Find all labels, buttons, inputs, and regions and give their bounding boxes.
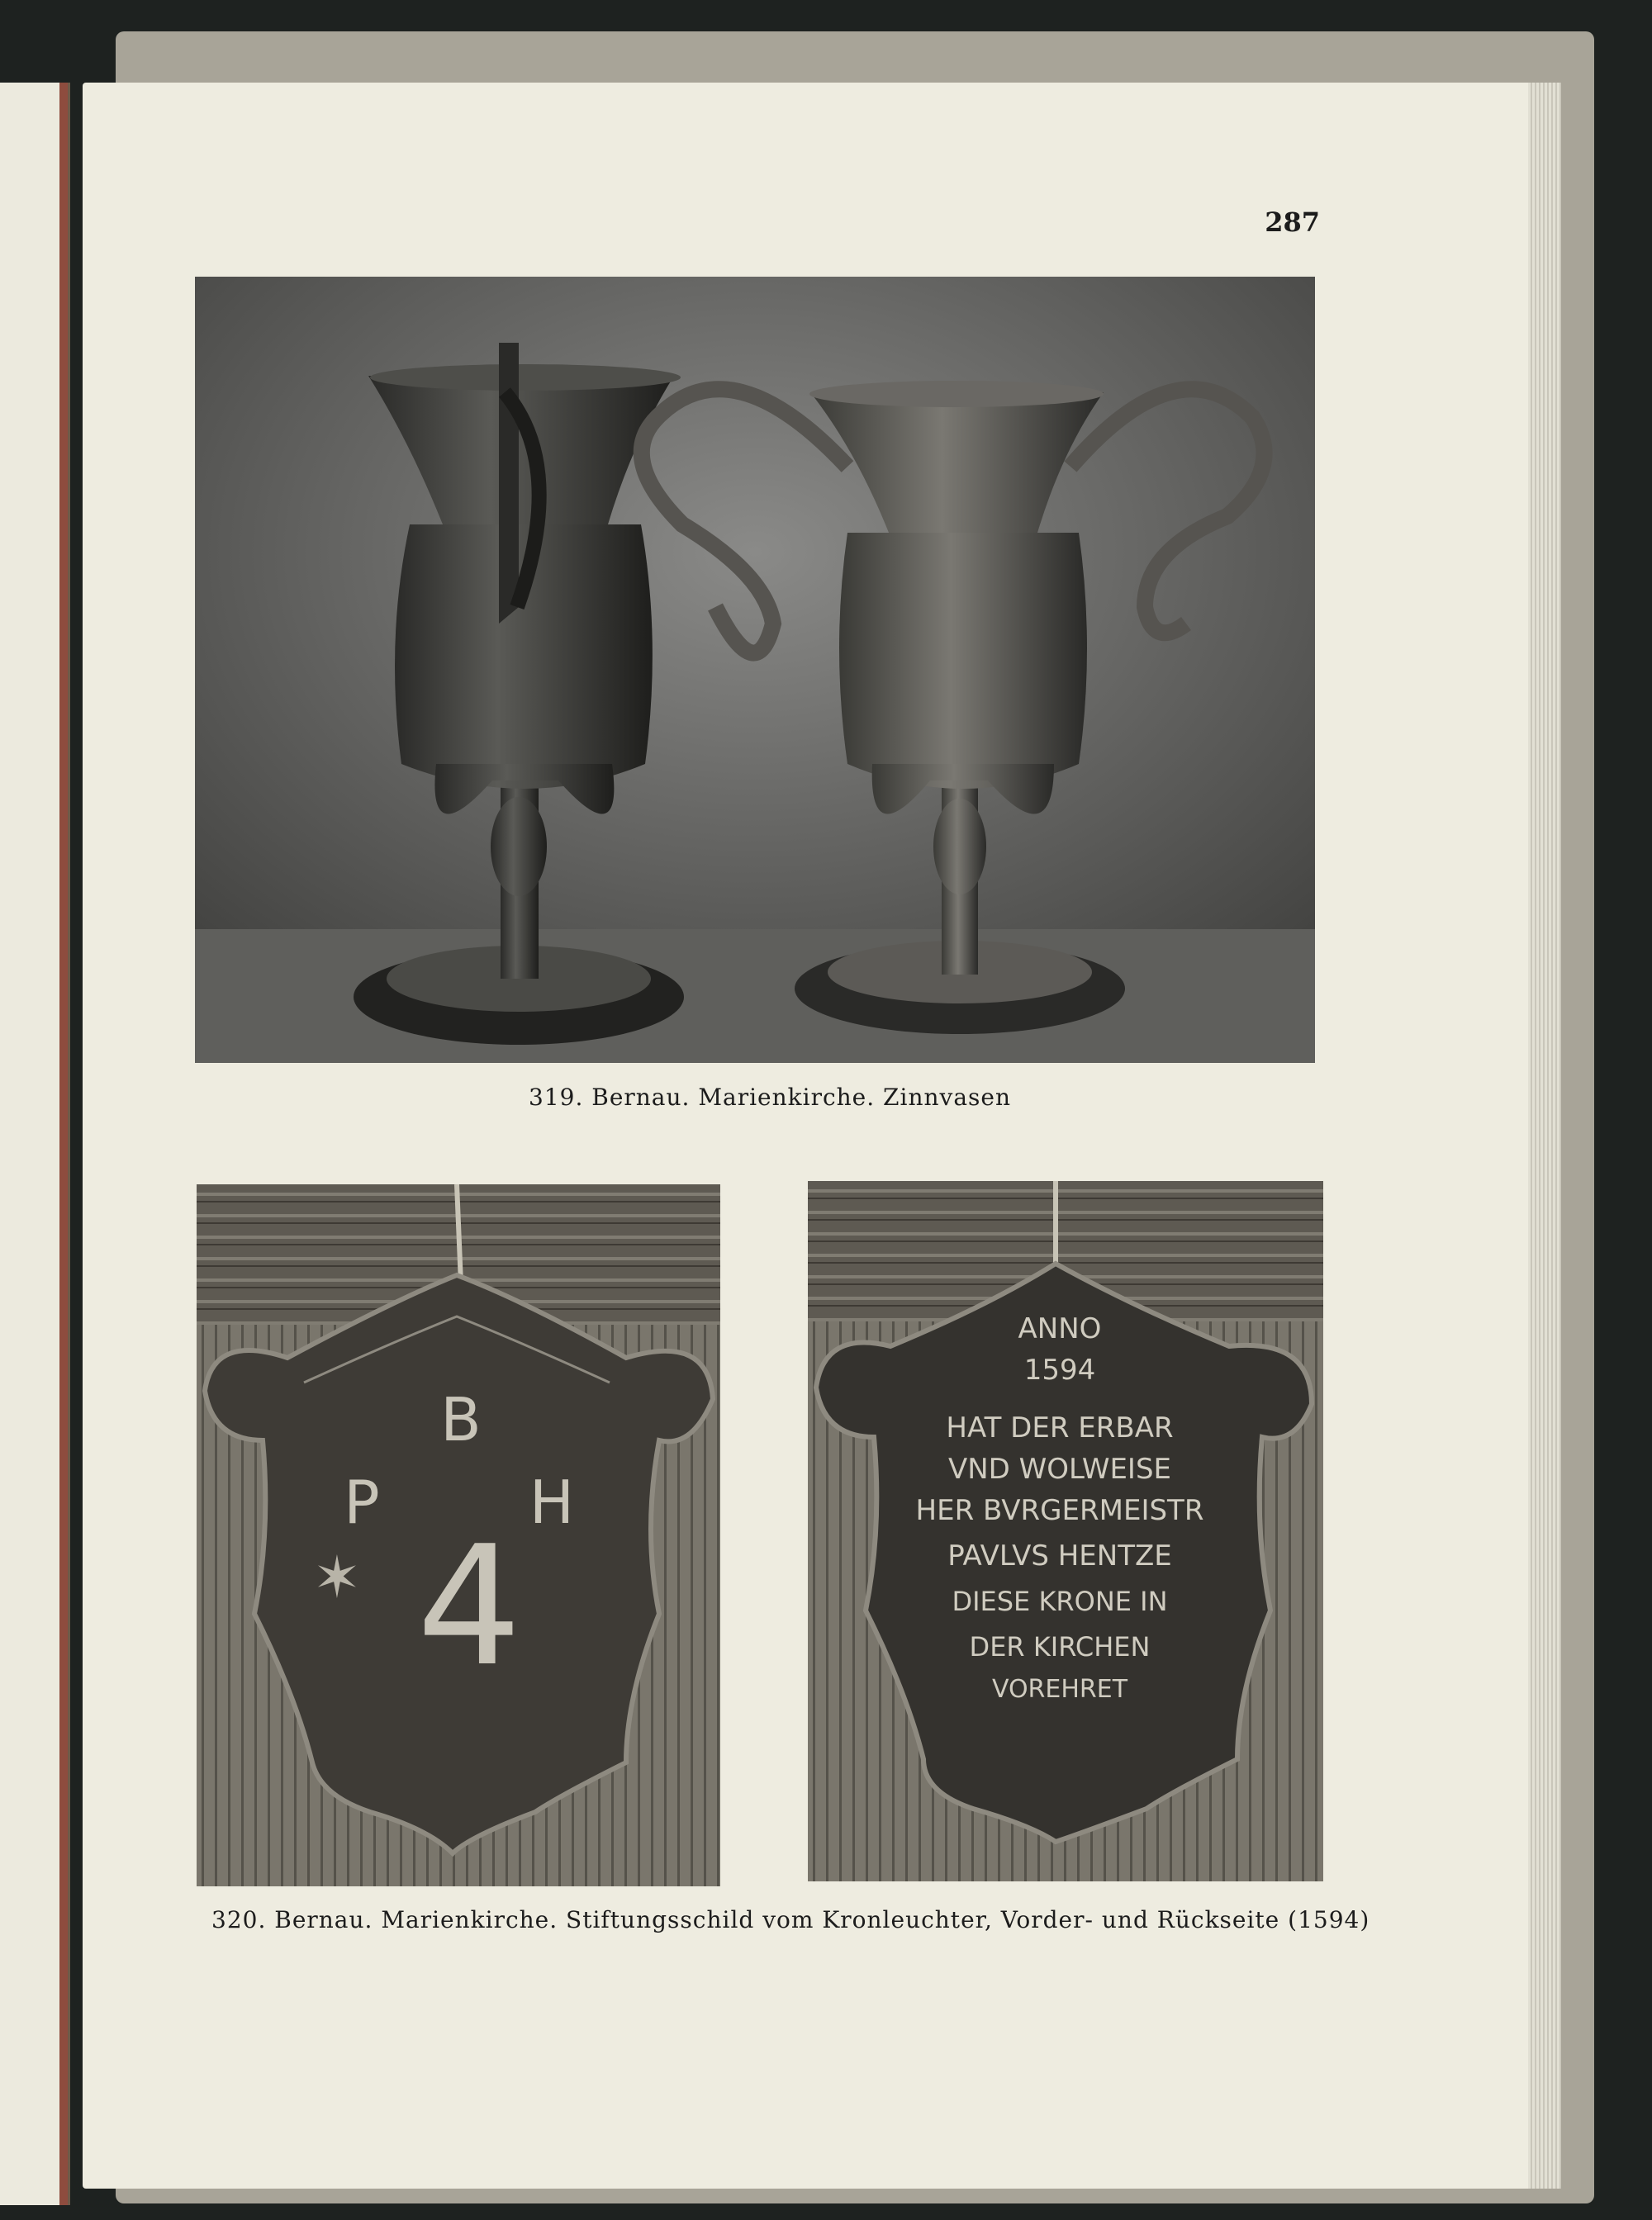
left-page-binding — [59, 83, 68, 2205]
shield-numeral-4: 4 — [416, 1511, 522, 1703]
shield-letter-p: P — [344, 1468, 380, 1537]
photo-shield-front — [197, 1184, 720, 1886]
inscription-line: ANNO — [1018, 1312, 1102, 1345]
shield-letter-b: B — [440, 1385, 482, 1454]
shield-letter-h: H — [529, 1468, 575, 1537]
star-icon: ✶ — [312, 1544, 362, 1611]
inscription-line: VND WOLWEISE — [947, 1453, 1172, 1486]
inscription-line: DER KIRCHEN — [969, 1631, 1151, 1663]
inscription-line: HER BVRGERMEISTR — [915, 1494, 1204, 1527]
photo-shield-back — [808, 1181, 1323, 1881]
inscription-line: 1594 — [1023, 1354, 1096, 1387]
figure-319-caption: 319. Bernau. Marienkirche. Zinnvasen — [529, 1084, 1011, 1111]
figure-320-caption: 320. Bernau. Marienkirche. Stiftungsschild vom Kronleuchter, Vorder- und Rückseite (1594) — [211, 1906, 1370, 1933]
page-number: 287 — [1265, 206, 1320, 238]
inscription-line: VOREHRET — [991, 1675, 1128, 1704]
photo-pewter-vases — [195, 277, 1315, 1063]
page-fore-edge — [1528, 83, 1561, 2189]
inscription-line: PAVLVS HENTZE — [947, 1539, 1172, 1572]
inscription-line: HAT DER ERBAR — [946, 1411, 1174, 1444]
inscription-line: DIESE KRONE IN — [952, 1586, 1168, 1617]
